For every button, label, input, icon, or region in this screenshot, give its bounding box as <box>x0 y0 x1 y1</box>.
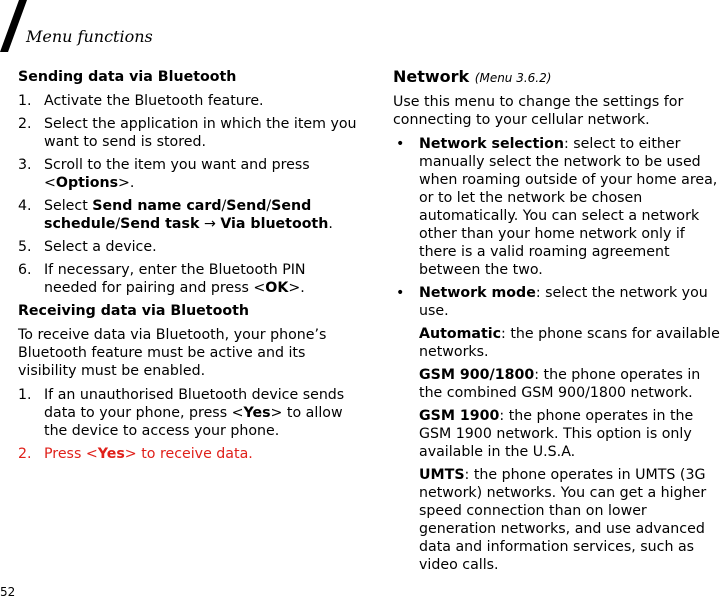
mode-term: GSM 900/1800 <box>419 367 535 383</box>
yes-key: Yes <box>97 446 125 462</box>
mode-term: Automatic <box>419 326 502 342</box>
mode-term: GSM 1900 <box>419 408 500 424</box>
network-intro: Use this menu to change the settings for connecting to your cellular network. <box>393 94 684 128</box>
menu-option: Send name card <box>92 198 222 214</box>
sending-step <box>18 92 363 110</box>
option-term: Network selection <box>419 136 564 152</box>
mode-item <box>393 366 721 402</box>
step-text: If an unauthorised Bluetooth device sends data to your phone, press < <box>44 387 345 421</box>
step-number: 6. <box>18 262 32 278</box>
network-heading <box>393 68 721 87</box>
separator: / <box>221 198 227 214</box>
receiving-step-highlighted <box>18 445 363 463</box>
step-text: >. <box>118 175 135 191</box>
option-term: Network mode <box>419 285 536 301</box>
mode-text: : the phone scans for available networks. <box>419 326 720 360</box>
option-text: : select the network you use. <box>419 285 708 319</box>
step-number: 2. <box>18 446 32 462</box>
menu-reference: (Menu 3.6.2) <box>474 71 552 85</box>
step-number: 1. <box>18 93 32 109</box>
step-text: >. <box>288 280 305 296</box>
sending-heading: Sending data via Bluetooth <box>18 69 237 85</box>
step-text: Select <box>44 198 93 214</box>
options-key: Options <box>55 175 119 191</box>
network-option-item <box>393 284 721 320</box>
step-number: 3. <box>18 157 32 173</box>
receiving-steps <box>18 386 363 463</box>
bullet-icon: • <box>396 136 405 152</box>
step-text: > to allow the device to access your phone. <box>44 405 343 439</box>
step-text: > to receive data. <box>124 446 253 462</box>
step-number: 5. <box>18 239 32 255</box>
menu-option: Send schedule <box>44 198 312 232</box>
ok-key: OK <box>265 280 289 296</box>
sending-step <box>18 197 363 233</box>
option-text: : select to either manually select the network to be used when roaming outside of your home area, or to let the network be chosen automatically. You can select a network other than your home network only if there is a valid roaming agreement between the two. <box>419 136 718 278</box>
sending-step <box>18 156 363 192</box>
page-number: 52 <box>0 585 16 599</box>
sending-step <box>18 261 363 297</box>
menu-option: Via bluetooth <box>220 216 329 232</box>
bullet-icon: • <box>396 285 405 301</box>
left-column <box>18 66 363 468</box>
mode-item <box>393 325 721 361</box>
receiving-step <box>18 386 363 440</box>
separator: / <box>266 198 272 214</box>
sending-steps <box>18 92 363 297</box>
menu-option: Send <box>226 198 267 214</box>
step-text: Activate the Bluetooth feature. <box>44 93 264 109</box>
separator: / <box>115 216 121 232</box>
mode-item <box>393 466 721 574</box>
network-title: Network <box>393 67 470 86</box>
mode-term: UMTS <box>419 467 465 483</box>
sending-step <box>18 115 363 151</box>
menu-option: Send task <box>120 216 200 232</box>
header-slash-mark <box>0 0 28 52</box>
sending-step <box>18 238 363 256</box>
network-option-item <box>393 135 721 279</box>
step-number: 4. <box>18 198 32 214</box>
network-options <box>393 135 721 320</box>
yes-key: Yes <box>243 405 271 421</box>
arrow: → <box>199 216 221 232</box>
receiving-heading: Receiving data via Bluetooth <box>18 303 249 319</box>
step-number: 1. <box>18 387 32 403</box>
step-text: Scroll to the item you want and press < <box>44 157 310 191</box>
header-title: Menu functions <box>26 27 153 46</box>
step-text: Press < <box>44 446 98 462</box>
mode-text: : the phone operates in the combined GSM 900/1800 network. <box>419 367 701 401</box>
step-text: If necessary, enter the Bluetooth PIN needed for pairing and press < <box>44 262 306 296</box>
mode-text: : the phone operates in UMTS (3G network) networks. You can get a higher speed connection than on lower generation networks, and use advanced data and information services, such as video calls. <box>419 467 707 573</box>
step-number: 2. <box>18 116 32 132</box>
right-column <box>393 66 721 579</box>
step-text: . <box>328 216 333 232</box>
mode-item <box>393 407 721 461</box>
receiving-intro: To receive data via Bluetooth, your phone’s Bluetooth feature must be active and its visibility must be enabled. <box>18 327 327 379</box>
step-text: Select the application in which the item you want to send is stored. <box>44 116 357 150</box>
mode-text: : the phone operates in the GSM 1900 network. This option is only available in the U.S.A. <box>419 408 694 460</box>
step-text: Select a device. <box>44 239 157 255</box>
